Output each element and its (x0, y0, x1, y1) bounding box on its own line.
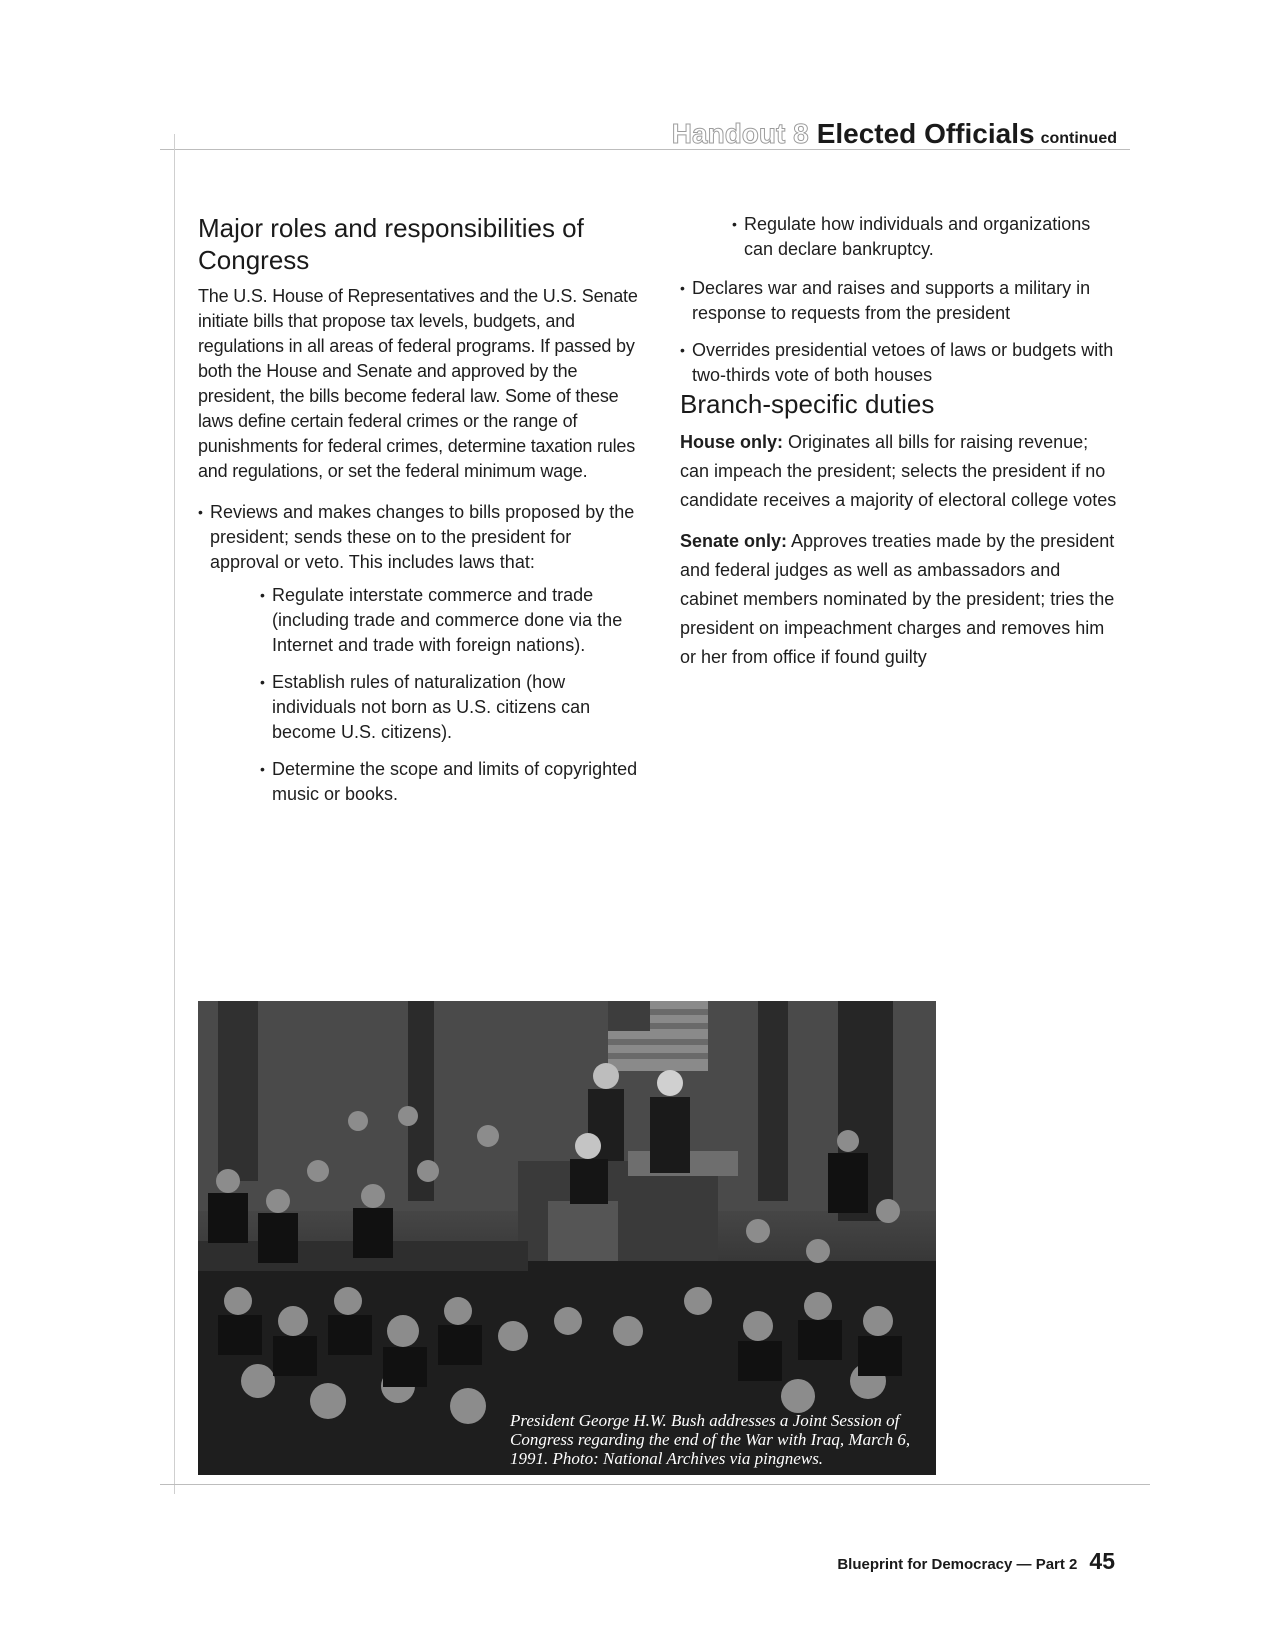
house-text: Originates all bills for raising revenue; can impeach the president; selects the president if no candidate receives a majority of electoral college votes (680, 432, 1117, 510)
left-column (198, 212, 638, 807)
list-item: • Regulate how individuals and organizations can declare bankruptcy. (732, 212, 1120, 262)
list-item: • Establish rules of naturalization (how individuals not born as U.S. citizens can become U.S. citizens). (260, 670, 638, 745)
laws-sub-list (210, 583, 638, 807)
publication-title: Blueprint for Democracy — Part 2 (837, 1556, 1078, 1573)
handout-title: Elected Officials (816, 118, 1035, 149)
margin-rule (174, 134, 175, 1494)
continued-label: continued (1040, 130, 1117, 147)
joint-session-photo (198, 1001, 936, 1475)
page-footer (837, 1548, 1115, 1575)
right-column (680, 212, 1120, 684)
senate-label: Senate only: (680, 531, 788, 551)
house-duties-paragraph (680, 428, 1120, 515)
list-item: • Overrides presidential vetoes of laws or budgets with two-thirds vote of both houses (680, 338, 1120, 388)
page-number: 45 (1089, 1548, 1115, 1574)
congress-intro-paragraph: The U.S. House of Representatives and the U.S. Senate initiate bills that propose tax levels, budgets, and regulations in all areas of federal programs. If passed by both the House and Senate and approved by the president, the bills become federal law. Some of these laws define certain federal crimes or the range of punishments for federal crimes, determine taxation rules and regulations, or set the federal minimum wage. (198, 286, 638, 481)
list-item: • Determine the scope and limits of copyrighted music or books. (260, 757, 638, 807)
photo-illustration (198, 1001, 936, 1475)
congress-bullet-list-continued (680, 276, 1120, 388)
page-header (672, 120, 1117, 148)
continued-sub-list (680, 212, 1120, 262)
congress-bullet-list (198, 500, 638, 807)
list-item (198, 500, 638, 807)
photo-caption: President George H.W. Bush addresses a Joint Session of Congress regarding the end of the War with Iraq, March 6, 1991. Photo: National Archives via pingnews. (510, 1411, 911, 1468)
senate-text: Approves treaties made by the president and federal judges as well as ambassadors and cabinet members nominated by the president; tries the president on impeachment charges and removes him or her from office if found guilty (680, 531, 1115, 667)
header-rule (160, 149, 1130, 150)
bullet-text: Reviews and makes changes to bills proposed by the president; sends these on to the president for approval or veto. This includes laws that: (210, 502, 635, 572)
handout-label: Handout 8 (671, 118, 809, 149)
list-item: • Regulate interstate commerce and trade (including trade and commerce done via the Internet and trade with foreign nations). (260, 583, 638, 658)
senate-duties-paragraph (680, 527, 1120, 672)
branch-duties-heading: Branch-specific duties (680, 389, 935, 419)
footer-rule (160, 1484, 1150, 1485)
list-item: • Declares war and raises and supports a military in response to requests from the president (680, 276, 1120, 326)
house-label: House only: (680, 432, 784, 452)
congress-roles-heading: Major roles and responsibilities of Congress (198, 213, 584, 275)
